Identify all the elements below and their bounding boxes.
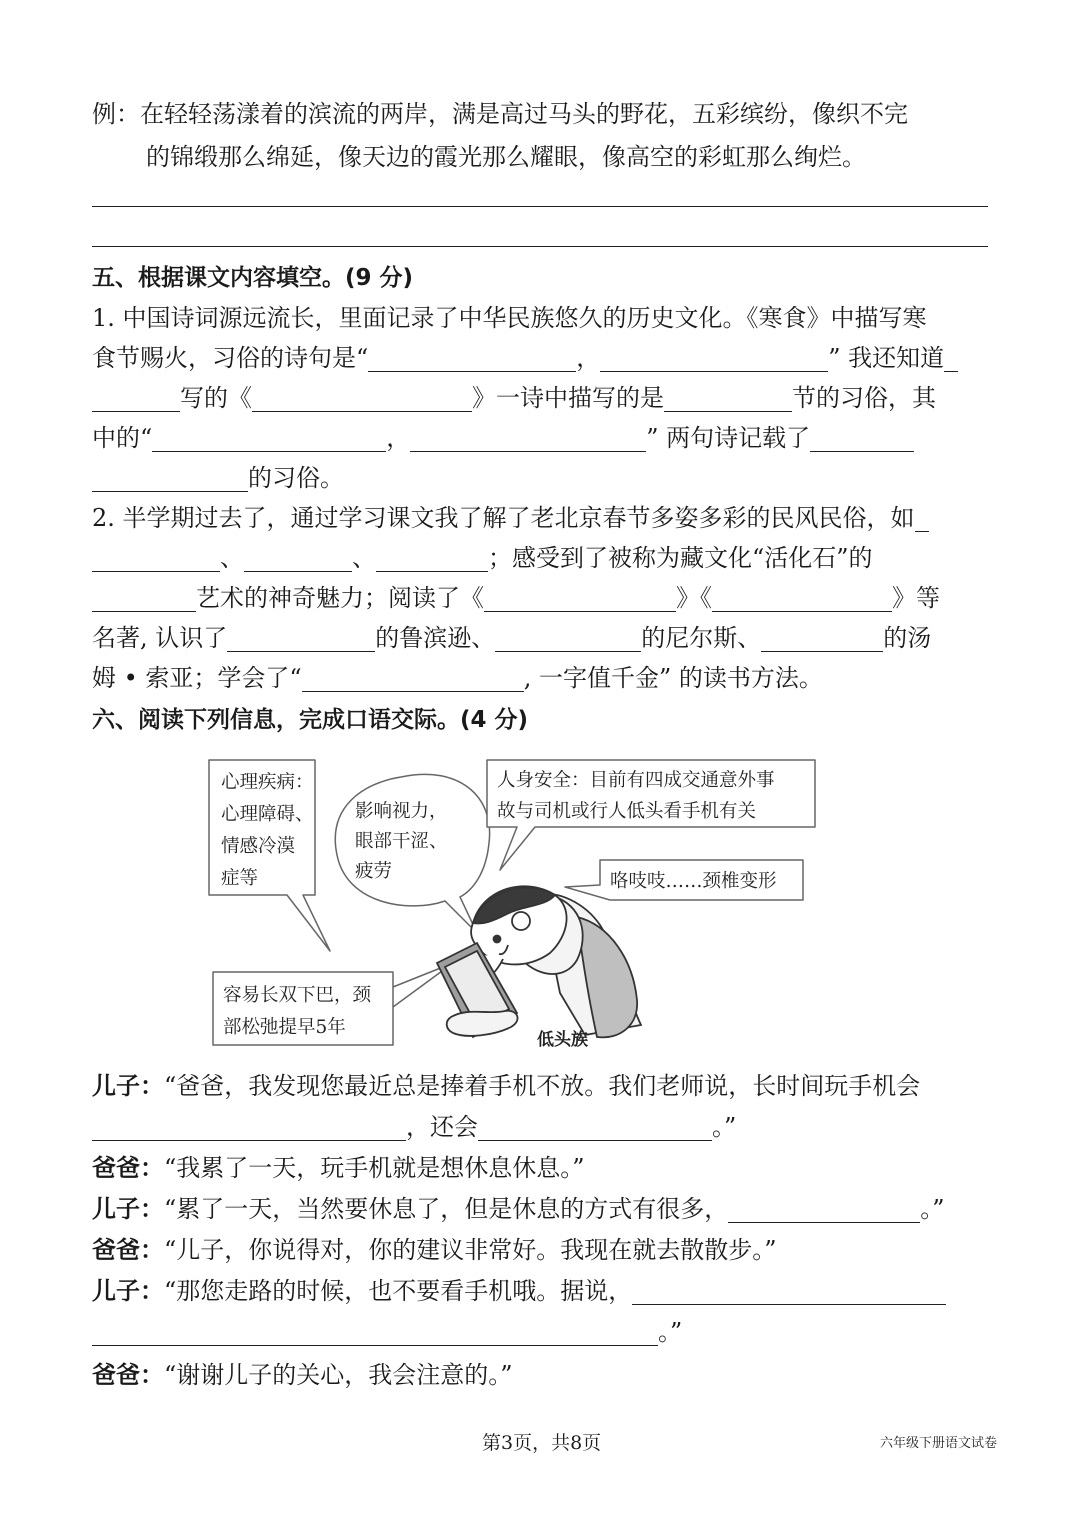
example-line-1: 例：在轻轻荡漾着的滨流的两岸，满是高过马头的野花，五彩缤纷，像织不完 (92, 100, 908, 128)
text-fragment: , 一字值千金” 的读书方法。 (523, 664, 823, 692)
dialogue-line-5 (92, 1271, 946, 1311)
speaker-dad: 爸爸： (92, 1236, 164, 1264)
page-number: 第3页，共8页 (482, 1432, 602, 1454)
bubble-text: 疲劳 (355, 861, 393, 882)
blank[interactable] (92, 461, 248, 492)
bubble-text: 部松弛提早5年 (223, 1017, 346, 1038)
speaker-son: 儿子： (92, 1195, 164, 1223)
text-fragment: 》等 (892, 584, 940, 612)
bubble-text: 心理疾病： (221, 772, 314, 793)
blank[interactable] (244, 541, 352, 572)
blank[interactable] (712, 581, 892, 612)
figure-caption: 低头族 (537, 1030, 588, 1050)
text-fragment: ；感受到了被称为藏文化“活化石”的 (488, 544, 873, 572)
text-fragment: “儿子，你说得对，你的建议非常好。我现在就去散散步。” (164, 1236, 777, 1264)
bubble-text: 容易长双下巴，颈 (223, 985, 372, 1006)
text-fragment: 写的《 (180, 384, 252, 412)
blank[interactable] (495, 621, 641, 652)
paper-name: 六年级下册语文试卷 (880, 1436, 998, 1451)
text-fragment: “谢谢儿子的关心，我会注意的。” (164, 1361, 513, 1389)
blank[interactable] (761, 621, 883, 652)
blank[interactable] (478, 1110, 712, 1141)
answer-line[interactable] (92, 246, 988, 247)
text-fragment: 。” (920, 1195, 945, 1223)
text-fragment: 节的习俗，其 (792, 384, 936, 412)
bubble-double-chin (213, 963, 453, 1045)
blank[interactable] (152, 421, 386, 452)
text-fragment: 姆 • 索亚；学会了“ (92, 664, 302, 692)
q2-line-3 (92, 578, 940, 618)
blank[interactable] (944, 341, 958, 372)
q2-line-4 (92, 618, 931, 658)
text-fragment: “累了一天，当然要休息了，但是休息的方式有很多， (164, 1195, 729, 1223)
bubble-text: 故与司机或行人低头看手机有关 (497, 801, 757, 822)
text-fragment: 的鲁滨逊、 (375, 624, 496, 652)
text-fragment: ， (576, 344, 601, 372)
blank[interactable] (810, 421, 914, 452)
bubble-text: 咯吱吱……颈椎变形 (610, 871, 777, 892)
section-5-title: 五、根据课文内容填空。(9 分) (92, 265, 414, 291)
q1-line-4 (92, 418, 914, 458)
text-fragment: 食节赐火，习俗的诗句是“ (92, 344, 369, 372)
text-fragment: “我累了一天，玩手机就是想休息休息。” (164, 1154, 585, 1182)
bubble-text: 人身安全：目前有四成交通意外事 (497, 770, 775, 791)
q1-line-2 (92, 338, 958, 378)
bubble-text: 心理障碍、 (221, 804, 314, 825)
section-6-title: 六、阅读下列信息，完成口语交际。(4 分) (92, 707, 529, 733)
speaker-son: 儿子： (92, 1072, 164, 1100)
blank[interactable] (302, 661, 524, 692)
blank[interactable] (252, 381, 472, 412)
text-fragment: “爸爸，我发现您最近总是捧着手机不放。我们老师说，长时间玩手机会 (164, 1072, 921, 1100)
blank[interactable] (664, 381, 792, 412)
q2-line-5 (92, 658, 823, 698)
bent-head-person-figure (437, 886, 641, 1050)
blank[interactable] (92, 381, 180, 412)
dialogue-line-3 (92, 1189, 945, 1229)
blank[interactable] (92, 1110, 406, 1141)
blank[interactable] (368, 341, 576, 372)
text-fragment: ” 我还知道 (828, 344, 945, 372)
q1-line-1: 1. 中国诗词源远流长，里面记录了中华民族悠久的历史文化。《寒食》中描写寒 (92, 304, 927, 332)
dialogue-line-5b (92, 1312, 682, 1352)
text-fragment: 》《 (676, 584, 712, 612)
bubble-text: 情感冷漠 (221, 836, 296, 857)
dialogue-line-6 (92, 1355, 513, 1395)
bubble-mental-illness (209, 760, 330, 951)
bubble-text: 症等 (221, 868, 259, 889)
text-fragment: 名著, 认识了 (92, 624, 228, 652)
text-fragment: 、 (352, 544, 376, 572)
blank[interactable] (728, 1192, 920, 1223)
blank[interactable] (600, 341, 828, 372)
blank[interactable] (92, 581, 196, 612)
dialogue-line-1b (92, 1107, 736, 1147)
text-fragment: ” 两句诗记载了 (646, 424, 811, 452)
text-fragment: 的汤 (883, 624, 932, 652)
text-fragment: 艺术的神奇魅力；阅读了《 (196, 584, 484, 612)
text-fragment: ， (386, 424, 411, 452)
text-fragment: 、 (220, 544, 244, 572)
example-line-2: 的锦缎那么绵延，像天边的霞光那么耀眼，像高空的彩虹那么绚烂。 (146, 143, 866, 171)
blank[interactable] (632, 1274, 946, 1305)
bubble-vision (335, 774, 489, 933)
answer-line[interactable] (92, 206, 988, 207)
bubble-text: 眼部干涩、 (355, 831, 448, 852)
dialogue-line-2 (92, 1148, 585, 1188)
dialogue-line-4 (92, 1230, 777, 1270)
phone-addiction-illustration (205, 755, 825, 1055)
blank[interactable] (92, 541, 220, 572)
text-fragment: 2. 半学期过去了，通过学习课文我了解了老北京春节多姿多彩的民风民俗，如 (92, 504, 915, 532)
speaker-son: 儿子： (92, 1277, 164, 1305)
speaker-dad: 爸爸： (92, 1361, 164, 1389)
blank[interactable] (227, 621, 375, 652)
q1-line-5 (92, 458, 344, 498)
text-fragment: 》一诗中描写的是 (472, 384, 664, 412)
q2-line-1 (92, 498, 929, 538)
text-fragment: 。” (712, 1113, 737, 1141)
text-fragment: ，还会 (406, 1113, 478, 1141)
bubble-personal-safety (487, 760, 815, 870)
text-fragment: “那您走路的时候，也不要看手机哦。据说， (164, 1277, 633, 1305)
speaker-dad: 爸爸： (92, 1154, 164, 1182)
q1-line-3 (92, 378, 936, 418)
text-fragment: 的尼尔斯、 (641, 624, 762, 652)
text-fragment: 中的“ (92, 424, 153, 452)
text-fragment: 。” (658, 1318, 683, 1346)
text-fragment: 的习俗。 (248, 464, 344, 492)
blank[interactable] (410, 421, 646, 452)
blank[interactable] (484, 581, 676, 612)
q2-line-2 (92, 538, 873, 578)
dialogue-line-1 (92, 1066, 920, 1106)
blank[interactable] (92, 1315, 658, 1346)
blank[interactable] (376, 541, 488, 572)
bubble-neck (565, 860, 803, 900)
bubble-text: 影响视力， (355, 801, 448, 822)
blank[interactable] (915, 501, 929, 532)
